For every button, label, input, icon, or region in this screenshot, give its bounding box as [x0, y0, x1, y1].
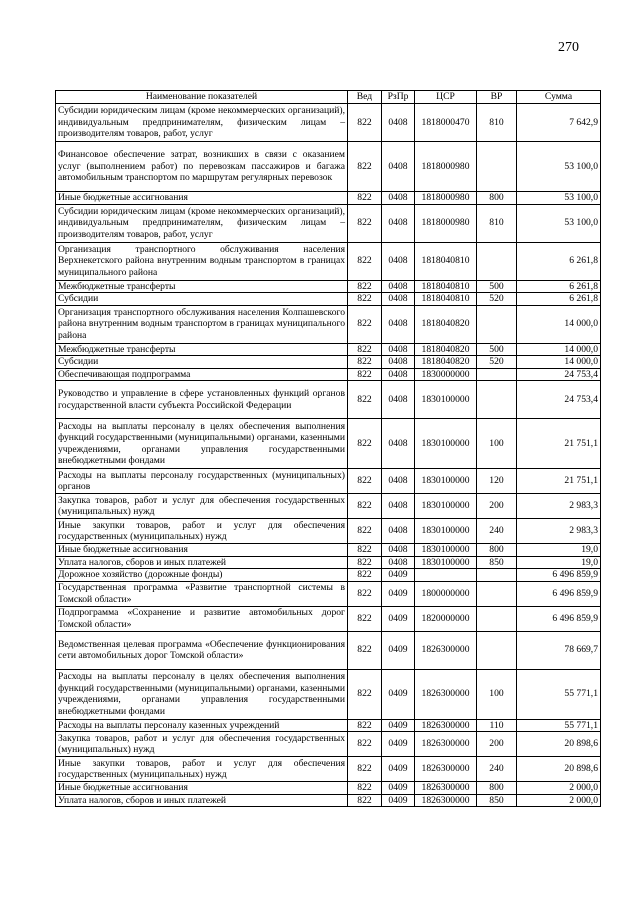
- row-ved-cell: 822: [348, 142, 382, 192]
- row-ved-cell: 822: [348, 732, 382, 757]
- row-ved-cell: 822: [348, 556, 382, 569]
- row-vr-cell: 850: [477, 794, 517, 807]
- row-csr-cell: 1818040820: [415, 343, 477, 356]
- row-rzpr-cell: 0409: [382, 669, 415, 719]
- row-name-cell: Межбюджетные трансферты: [56, 343, 348, 356]
- row-csr-cell: 1826300000: [415, 782, 477, 795]
- table-row: [56, 280, 601, 293]
- row-sum-cell: 20 898,6: [517, 757, 601, 782]
- row-rzpr-cell: 0408: [382, 104, 415, 142]
- row-name-cell: Руководство и управление в сфере установленных функций органов государственной власти субъекта Российской Федерации: [56, 381, 348, 419]
- row-csr-cell: 1830000000: [415, 368, 477, 381]
- row-csr-cell: 1830100000: [415, 494, 477, 519]
- row-csr-cell: 1818040820: [415, 356, 477, 369]
- row-csr-cell: 1820000000: [415, 606, 477, 631]
- row-csr-cell: 1826300000: [415, 732, 477, 757]
- row-rzpr-cell: 0408: [382, 280, 415, 293]
- row-csr-cell: 1826300000: [415, 794, 477, 807]
- table-row: [56, 368, 601, 381]
- row-vr-cell: 500: [477, 343, 517, 356]
- row-ved-cell: 822: [348, 494, 382, 519]
- row-rzpr-cell: 0409: [382, 782, 415, 795]
- row-name-cell: Расходы на выплаты персоналу в целях обеспечения выполнения функций государственными (муниципальными) органами, казенными учреждениями, органами управления государственными внебюджетными фондами: [56, 669, 348, 719]
- row-sum-cell: 6 261,8: [517, 280, 601, 293]
- row-sum-cell: 7 642,9: [517, 104, 601, 142]
- row-ved-cell: 822: [348, 544, 382, 557]
- column-header-sum: Сумма: [517, 91, 601, 104]
- table-header-row: [56, 91, 601, 104]
- row-rzpr-cell: 0409: [382, 581, 415, 606]
- row-rzpr-cell: 0408: [382, 142, 415, 192]
- table-row: [56, 544, 601, 557]
- row-name-cell: Иные бюджетные ассигнования: [56, 192, 348, 205]
- row-csr-cell: [415, 569, 477, 582]
- row-vr-cell: [477, 305, 517, 343]
- row-csr-cell: 1818000980: [415, 142, 477, 192]
- row-sum-cell: 14 000,0: [517, 343, 601, 356]
- row-name-cell: Государственная программа «Развитие транспортной системы в Томской области»: [56, 581, 348, 606]
- row-ved-cell: 822: [348, 381, 382, 419]
- row-csr-cell: 1830100000: [415, 544, 477, 557]
- row-ved-cell: 822: [348, 104, 382, 142]
- row-sum-cell: 6 261,8: [517, 242, 601, 280]
- row-csr-cell: 1826300000: [415, 757, 477, 782]
- row-name-cell: Закупка товаров, работ и услуг для обеспечения государственных (муниципальных) нужд: [56, 732, 348, 757]
- row-name-cell: Расходы на выплаты персоналу казенных учреждений: [56, 719, 348, 732]
- row-rzpr-cell: 0409: [382, 569, 415, 582]
- row-csr-cell: 1818000980: [415, 192, 477, 205]
- row-vr-cell: 810: [477, 204, 517, 242]
- table-row: [56, 782, 601, 795]
- row-rzpr-cell: 0409: [382, 719, 415, 732]
- row-ved-cell: 822: [348, 293, 382, 306]
- table-row: [56, 293, 601, 306]
- row-name-cell: Иные закупки товаров, работ и услуг для обеспечения государственных (муниципальных) нужд: [56, 757, 348, 782]
- table-row: [56, 104, 601, 142]
- row-rzpr-cell: 0408: [382, 556, 415, 569]
- table-row: [56, 204, 601, 242]
- row-name-cell: Расходы на выплаты персоналу в целях обеспечения выполнения функций государственными (муниципальными) органами, казенными учреждениями, органами управления государственными внебюджетными фондами: [56, 419, 348, 469]
- row-vr-cell: [477, 368, 517, 381]
- row-csr-cell: 1830100000: [415, 381, 477, 419]
- row-name-cell: Организация транспортного обслуживания населения Колпашевского района внутренним водным транспортом в границах муниципального района: [56, 305, 348, 343]
- row-rzpr-cell: 0408: [382, 305, 415, 343]
- row-sum-cell: 19,0: [517, 556, 601, 569]
- budget-table: [55, 90, 601, 807]
- row-sum-cell: 14 000,0: [517, 356, 601, 369]
- row-csr-cell: 1830100000: [415, 519, 477, 544]
- row-csr-cell: 1826300000: [415, 669, 477, 719]
- row-csr-cell: 1800000000: [415, 581, 477, 606]
- row-csr-cell: 1830100000: [415, 556, 477, 569]
- row-ved-cell: 822: [348, 569, 382, 582]
- row-name-cell: Иные закупки товаров, работ и услуг для обеспечения государственных (муниципальных) нужд: [56, 519, 348, 544]
- row-sum-cell: 55 771,1: [517, 719, 601, 732]
- row-sum-cell: 53 100,0: [517, 142, 601, 192]
- row-sum-cell: 53 100,0: [517, 204, 601, 242]
- table-row: [56, 556, 601, 569]
- table-row: [56, 732, 601, 757]
- row-rzpr-cell: 0408: [382, 519, 415, 544]
- row-ved-cell: 822: [348, 519, 382, 544]
- column-header-rzpr: РзПр: [382, 91, 415, 104]
- column-header-vr: ВР: [477, 91, 517, 104]
- row-sum-cell: 24 753,4: [517, 368, 601, 381]
- row-vr-cell: 200: [477, 494, 517, 519]
- row-vr-cell: 100: [477, 419, 517, 469]
- table-row: [56, 757, 601, 782]
- table-row: [56, 494, 601, 519]
- row-ved-cell: 822: [348, 782, 382, 795]
- row-rzpr-cell: 0408: [382, 419, 415, 469]
- table-row: [56, 469, 601, 494]
- row-sum-cell: 53 100,0: [517, 192, 601, 205]
- row-name-cell: Уплата налогов, сборов и иных платежей: [56, 556, 348, 569]
- row-rzpr-cell: 0409: [382, 631, 415, 669]
- table-row: [56, 343, 601, 356]
- row-ved-cell: 822: [348, 719, 382, 732]
- row-rzpr-cell: 0409: [382, 757, 415, 782]
- table-row: [56, 142, 601, 192]
- row-csr-cell: 1830100000: [415, 419, 477, 469]
- row-name-cell: Иные бюджетные ассигнования: [56, 544, 348, 557]
- row-rzpr-cell: 0408: [382, 381, 415, 419]
- row-vr-cell: 520: [477, 293, 517, 306]
- row-name-cell: Субсидии: [56, 356, 348, 369]
- row-vr-cell: [477, 606, 517, 631]
- row-csr-cell: 1826300000: [415, 719, 477, 732]
- row-sum-cell: 6 496 859,9: [517, 606, 601, 631]
- row-sum-cell: 2 000,0: [517, 794, 601, 807]
- row-sum-cell: 2 000,0: [517, 782, 601, 795]
- row-rzpr-cell: 0409: [382, 732, 415, 757]
- row-rzpr-cell: 0408: [382, 356, 415, 369]
- row-sum-cell: 21 751,1: [517, 469, 601, 494]
- row-vr-cell: [477, 569, 517, 582]
- row-rzpr-cell: 0408: [382, 242, 415, 280]
- row-vr-cell: 120: [477, 469, 517, 494]
- row-rzpr-cell: 0408: [382, 192, 415, 205]
- row-name-cell: Обеспечивающая подпрограмма: [56, 368, 348, 381]
- row-csr-cell: 1818040810: [415, 242, 477, 280]
- row-ved-cell: 822: [348, 631, 382, 669]
- column-header-name: Наименование показателей: [56, 91, 348, 104]
- row-ved-cell: 822: [348, 581, 382, 606]
- row-name-cell: Организация транспортного обслуживания населения Верхнекетского района внутренним водным транспортом в границах муниципального района: [56, 242, 348, 280]
- row-ved-cell: 822: [348, 192, 382, 205]
- row-ved-cell: 822: [348, 305, 382, 343]
- table-row: [56, 569, 601, 582]
- table-row: [56, 305, 601, 343]
- row-name-cell: Подпрограмма «Сохранение и развитие автомобильных дорог Томской области»: [56, 606, 348, 631]
- column-header-ved: Вед: [348, 91, 382, 104]
- row-sum-cell: 14 000,0: [517, 305, 601, 343]
- table-body: [56, 104, 601, 807]
- column-header-csr: ЦСР: [415, 91, 477, 104]
- row-rzpr-cell: 0408: [382, 544, 415, 557]
- row-name-cell: Финансовое обеспечение затрат, возникших в связи с оказанием услуг (выполнением работ) по перевозкам пассажиров и багажа автомобильным транспортом по маршрутам регулярных перевозок: [56, 142, 348, 192]
- row-name-cell: Межбюджетные трансферты: [56, 280, 348, 293]
- row-ved-cell: 822: [348, 368, 382, 381]
- table-row: [56, 356, 601, 369]
- row-rzpr-cell: 0408: [382, 368, 415, 381]
- row-name-cell: Субсидии юридическим лицам (кроме некоммерческих организаций), индивидуальным предпринимателям, физическим лицам – производителям товаров, работ, услуг: [56, 104, 348, 142]
- row-name-cell: Дорожное хозяйство (дорожные фонды): [56, 569, 348, 582]
- row-vr-cell: 800: [477, 782, 517, 795]
- row-rzpr-cell: 0408: [382, 343, 415, 356]
- row-vr-cell: 500: [477, 280, 517, 293]
- row-ved-cell: 822: [348, 419, 382, 469]
- row-sum-cell: 20 898,6: [517, 732, 601, 757]
- row-vr-cell: 240: [477, 757, 517, 782]
- row-ved-cell: 822: [348, 343, 382, 356]
- table-row: [56, 631, 601, 669]
- row-csr-cell: 1830100000: [415, 469, 477, 494]
- row-sum-cell: 24 753,4: [517, 381, 601, 419]
- row-sum-cell: 19,0: [517, 544, 601, 557]
- row-vr-cell: 800: [477, 192, 517, 205]
- row-ved-cell: 822: [348, 356, 382, 369]
- row-csr-cell: 1818040810: [415, 280, 477, 293]
- row-ved-cell: 822: [348, 669, 382, 719]
- row-ved-cell: 822: [348, 794, 382, 807]
- row-ved-cell: 822: [348, 242, 382, 280]
- table-row: [56, 419, 601, 469]
- row-name-cell: Закупка товаров, работ и услуг для обеспечения государственных (муниципальных) нужд: [56, 494, 348, 519]
- table-row: [56, 606, 601, 631]
- row-vr-cell: [477, 581, 517, 606]
- row-rzpr-cell: 0408: [382, 469, 415, 494]
- row-csr-cell: 1818000980: [415, 204, 477, 242]
- row-vr-cell: 200: [477, 732, 517, 757]
- row-ved-cell: 822: [348, 606, 382, 631]
- table-row: [56, 192, 601, 205]
- row-vr-cell: 520: [477, 356, 517, 369]
- row-csr-cell: 1818040810: [415, 293, 477, 306]
- row-vr-cell: [477, 142, 517, 192]
- row-sum-cell: 6 261,8: [517, 293, 601, 306]
- row-sum-cell: 2 983,3: [517, 519, 601, 544]
- table-row: [56, 381, 601, 419]
- row-vr-cell: 810: [477, 104, 517, 142]
- table-row: [56, 669, 601, 719]
- row-rzpr-cell: 0408: [382, 204, 415, 242]
- page-number: 270: [558, 40, 579, 55]
- table-row: [56, 581, 601, 606]
- row-vr-cell: [477, 242, 517, 280]
- row-rzpr-cell: 0409: [382, 794, 415, 807]
- row-sum-cell: 55 771,1: [517, 669, 601, 719]
- row-ved-cell: 822: [348, 204, 382, 242]
- row-csr-cell: 1826300000: [415, 631, 477, 669]
- row-vr-cell: 850: [477, 556, 517, 569]
- row-vr-cell: 100: [477, 669, 517, 719]
- row-sum-cell: 78 669,7: [517, 631, 601, 669]
- row-vr-cell: 800: [477, 544, 517, 557]
- row-csr-cell: 1818000470: [415, 104, 477, 142]
- row-rzpr-cell: 0408: [382, 293, 415, 306]
- row-ved-cell: 822: [348, 469, 382, 494]
- row-sum-cell: 6 496 859,9: [517, 569, 601, 582]
- row-name-cell: Расходы на выплаты персоналу государственных (муниципальных) органов: [56, 469, 348, 494]
- row-name-cell: Иные бюджетные ассигнования: [56, 782, 348, 795]
- row-vr-cell: [477, 631, 517, 669]
- row-csr-cell: 1818040820: [415, 305, 477, 343]
- row-sum-cell: 6 496 859,9: [517, 581, 601, 606]
- row-vr-cell: 240: [477, 519, 517, 544]
- table-row: [56, 242, 601, 280]
- row-name-cell: Субсидии юридическим лицам (кроме некоммерческих организаций), индивидуальным предпринимателям, физическим лицам – производителям товаров, работ, услуг: [56, 204, 348, 242]
- row-name-cell: Уплата налогов, сборов и иных платежей: [56, 794, 348, 807]
- row-vr-cell: 110: [477, 719, 517, 732]
- row-sum-cell: 2 983,3: [517, 494, 601, 519]
- table-row: [56, 794, 601, 807]
- table-row: [56, 719, 601, 732]
- row-rzpr-cell: 0409: [382, 606, 415, 631]
- row-sum-cell: 21 751,1: [517, 419, 601, 469]
- row-ved-cell: 822: [348, 757, 382, 782]
- row-rzpr-cell: 0408: [382, 494, 415, 519]
- row-ved-cell: 822: [348, 280, 382, 293]
- row-name-cell: Ведомственная целевая программа «Обеспечение функционирования сети автомобильных дорог Томской области»: [56, 631, 348, 669]
- row-vr-cell: [477, 381, 517, 419]
- table-row: [56, 519, 601, 544]
- row-name-cell: Субсидии: [56, 293, 348, 306]
